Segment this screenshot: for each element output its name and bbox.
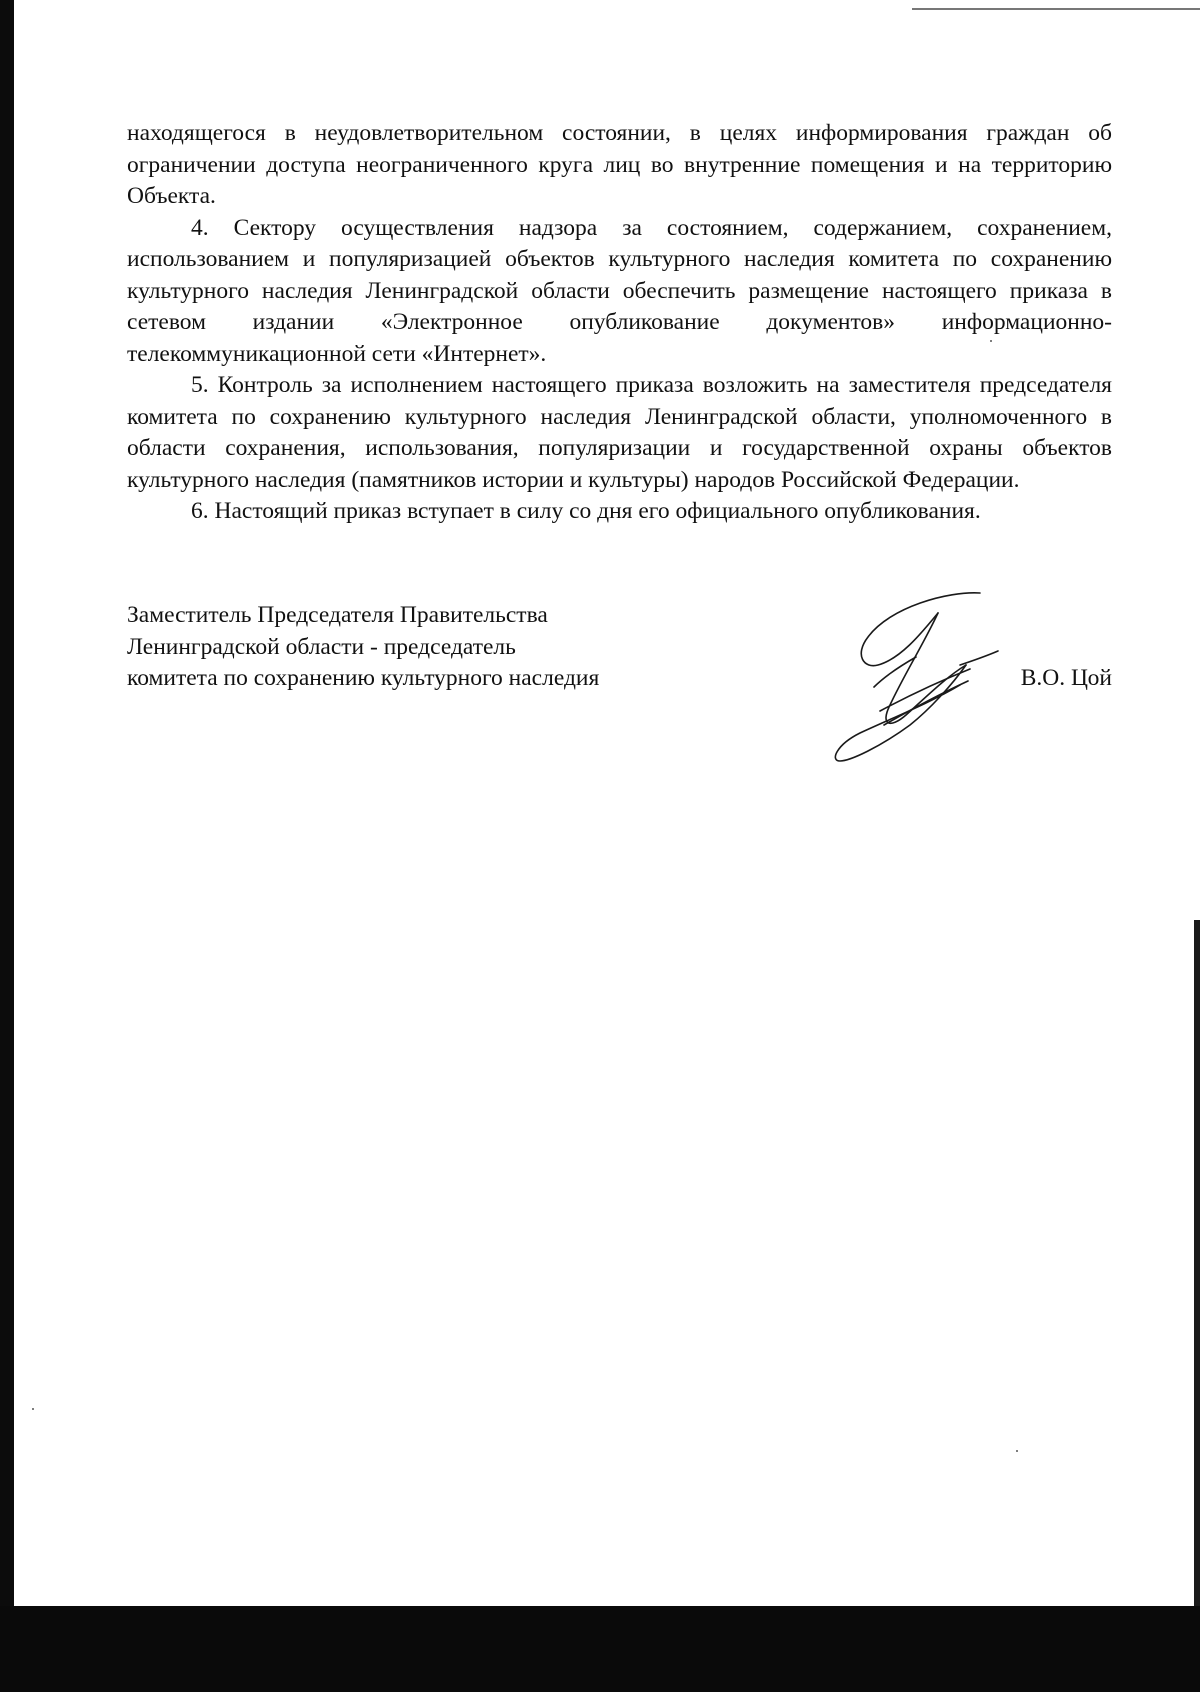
paragraph-continuation: находящегося в неудовлетворительном состоянии, в целях информирования граждан об ограничении доступа неограниченного круга лиц во внутренние помещения и на территорию Объекта. — [127, 120, 1112, 209]
document-body — [127, 118, 1112, 528]
scan-speck — [1016, 1450, 1018, 1452]
signer-name: В.О. Цой — [1020, 665, 1112, 691]
scan-speck — [990, 340, 992, 342]
signer-position-line: Заместитель Председателя Правительства — [127, 602, 548, 628]
handwritten-signature — [820, 585, 1010, 775]
paragraph-item-5: 5. Контроль за исполнением настоящего приказа возложить на заместителя председателя комитета по сохранению культурного наследия Ленинградской области, уполномоченного в области сохранения, использования, популяризации и государственной охраны объектов культурного наследия (памятников истории и культуры) народов Российской Федерации. — [127, 372, 1112, 493]
paragraph-item-4: 4. Сектору осуществления надзора за состоянием, содержанием, сохранением, использованием и популяризацией объектов культурного наследия комитета по сохранению культурного наследия Ленинградской области обеспечить размещение настоящего приказа в сетевом издании «Электронное опубликование документов» информационно-телекоммуникационной сети «Интернет». — [127, 214, 1112, 367]
signer-position-line: комитета по сохранению культурного наследия — [127, 665, 600, 691]
scan-border-right — [1194, 920, 1200, 1610]
scan-border-bottom — [0, 1606, 1200, 1692]
scan-border-left — [0, 0, 14, 1610]
scan-line-top — [912, 8, 1200, 10]
signer-position-line: Ленинградской области - председатель — [127, 633, 516, 660]
paragraph-item-6: 6. Настоящий приказ вступает в силу со дня его официального опубликования. — [191, 498, 981, 524]
scan-speck — [32, 1408, 34, 1410]
